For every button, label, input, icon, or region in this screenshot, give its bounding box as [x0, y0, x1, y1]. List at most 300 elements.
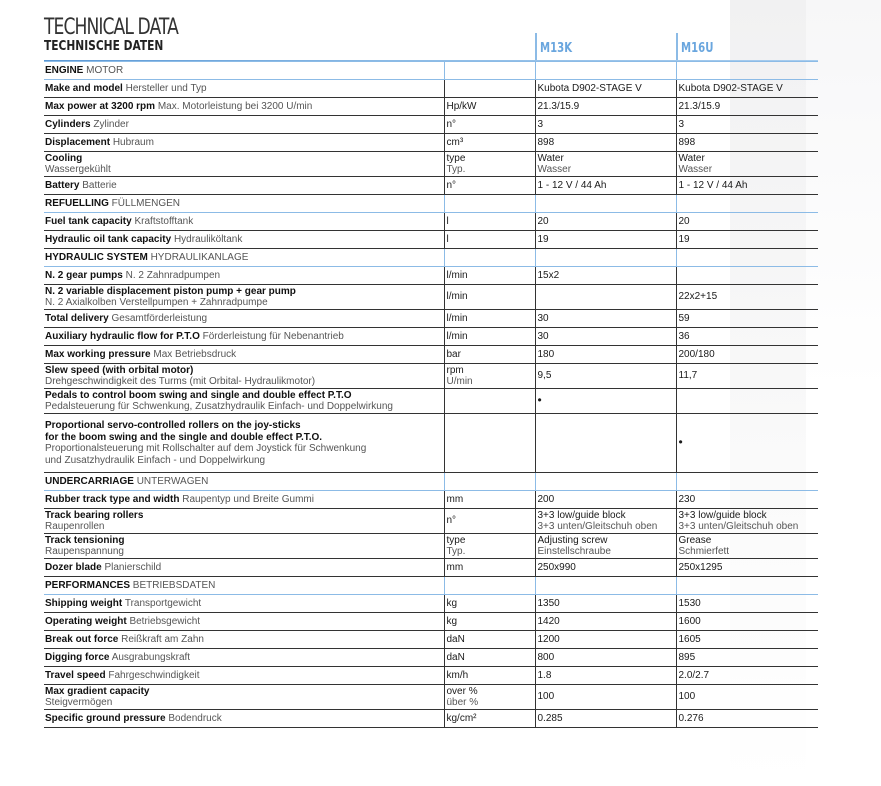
table-row [44, 509, 818, 534]
unit-value: n° [446, 118, 457, 130]
unit-value-de: Typ. [446, 164, 466, 175]
spec-value: Water [678, 152, 705, 164]
table-row [44, 346, 818, 364]
spec-value: 3+3 low/guide block [678, 509, 767, 521]
unit-value: over % [446, 685, 478, 697]
empty-cell [535, 473, 676, 491]
value-cell-m13k [535, 685, 676, 710]
table-row [44, 98, 818, 116]
column-divider [676, 33, 678, 61]
spec-label-en: Total delivery [45, 312, 109, 324]
spec-value: 250x990 [537, 561, 576, 573]
spec-label-cell [44, 328, 444, 346]
spec-value: 19 [678, 233, 690, 245]
spec-value: 20 [678, 215, 690, 227]
spec-label-de: Wassergekühlt [45, 164, 111, 175]
table-row [44, 134, 818, 152]
spec-label-cell [44, 491, 444, 509]
spec-value: 0.276 [678, 712, 704, 724]
spec-value: 30 [537, 330, 549, 342]
section-title-en: REFUELLING [45, 197, 109, 209]
spec-label-de: und Zusatzhydraulik Einfach - und Doppelwirkung [45, 454, 266, 466]
value-cell-m13k [535, 389, 676, 414]
value-cell-m13k [535, 80, 676, 98]
spec-label-cell [44, 213, 444, 231]
value-cell-m16u [676, 267, 818, 285]
unit-cell [444, 414, 535, 473]
spec-value: 1600 [678, 615, 701, 627]
spec-value: Adjusting screw [537, 534, 608, 546]
spec-value: 11,7 [678, 370, 698, 382]
value-cell-m13k [535, 534, 676, 559]
unit-cell [444, 389, 535, 414]
spec-label-cell [44, 267, 444, 285]
spec-label-en: Auxiliary hydraulic flow for P.T.O [45, 330, 200, 342]
unit-value-de: Typ. [446, 546, 466, 557]
unit-cell [444, 267, 535, 285]
empty-cell [676, 62, 818, 80]
spec-label-cell [44, 152, 444, 177]
empty-cell [535, 195, 676, 213]
spec-value: 230 [678, 493, 696, 505]
empty-cell [676, 473, 818, 491]
table-row [44, 389, 818, 414]
spec-label-cell [44, 134, 444, 152]
table-row [44, 231, 818, 249]
value-cell-m16u [676, 389, 818, 414]
table-row [44, 152, 818, 177]
unit-value: Hp/kW [446, 100, 477, 112]
value-cell-m16u [676, 595, 818, 613]
spec-value: 250x1295 [678, 561, 723, 573]
spec-value: 200 [537, 493, 555, 505]
included-bullet-icon: • [537, 393, 542, 408]
unit-cell [444, 509, 535, 534]
unit-cell [444, 346, 535, 364]
spec-value: 9,5 [537, 370, 552, 382]
table-row [44, 414, 818, 473]
value-cell-m16u [676, 134, 818, 152]
table-row [44, 595, 818, 613]
empty-cell [444, 62, 535, 80]
table-row [44, 491, 818, 509]
section-header-row [44, 62, 818, 80]
spec-label-cell [44, 389, 444, 414]
unit-value: kg/cm² [446, 712, 477, 724]
spec-value: 36 [678, 330, 690, 342]
section-title-de: HYDRAULIKANLAGE [150, 251, 249, 263]
table-row [44, 631, 818, 649]
spec-label-en: Operating weight [45, 615, 127, 627]
spec-label-en: Cylinders [45, 118, 91, 130]
value-cell-m16u [676, 177, 818, 195]
spec-label-de: Gesamtförderleistung [111, 312, 208, 324]
spec-label-de: Kraftstofftank [134, 215, 194, 227]
value-cell-m13k [535, 328, 676, 346]
unit-value: kg [446, 615, 458, 627]
spec-label-de: Raupenrollen [45, 521, 105, 532]
table-row [44, 116, 818, 134]
spec-label-de: Ausgrabungskraft [111, 651, 191, 663]
spec-label-en: for the boom swing and the single and double effect P.T.O. [45, 431, 323, 443]
spec-label-en: Cooling [45, 152, 83, 164]
spec-value: 1 - 12 V / 44 Ah [537, 179, 607, 191]
unit-value: mm [446, 493, 464, 505]
value-cell-m16u [676, 613, 818, 631]
table-row [44, 213, 818, 231]
value-cell-m13k [535, 364, 676, 389]
section-title-de: FÜLLMENGEN [111, 197, 181, 209]
spec-label-cell [44, 346, 444, 364]
value-cell-m16u [676, 328, 818, 346]
unit-value: n° [446, 179, 457, 191]
spec-label-en: Break out force [45, 633, 119, 645]
spec-value: 19 [537, 233, 549, 245]
value-cell-m16u [676, 667, 818, 685]
unit-cell [444, 559, 535, 577]
spec-label-cell [44, 509, 444, 534]
section-title-cell [44, 577, 444, 595]
spec-label-en: Battery [45, 179, 80, 191]
spec-value: 800 [537, 651, 555, 663]
unit-value: n° [446, 515, 457, 527]
spec-value: 100 [537, 691, 555, 703]
table-row [44, 310, 818, 328]
spec-label-de: Pedalsteuerung für Schwenkung, Zusatzhydraulik Einfach- und Doppelwirkung [45, 401, 393, 412]
spec-value: 1605 [678, 633, 701, 645]
value-cell-m13k [535, 134, 676, 152]
spec-label-de: Batterie [82, 179, 117, 191]
unit-cell [444, 134, 535, 152]
unit-value: daN [446, 633, 465, 645]
spec-value: 21.3/15.9 [678, 100, 721, 112]
spec-value-de: Einstellschraube [537, 546, 611, 557]
value-cell-m13k [535, 310, 676, 328]
unit-value: type [446, 534, 466, 546]
table-row [44, 534, 818, 559]
unit-cell [444, 685, 535, 710]
spec-label-de: Steigvermögen [45, 697, 113, 708]
spec-label-en: Specific ground pressure [45, 712, 166, 724]
page-title: TECHNICAL DATA [44, 15, 178, 40]
spec-value: Water [537, 152, 564, 164]
unit-cell [444, 364, 535, 389]
value-cell-m13k [535, 177, 676, 195]
table-row [44, 177, 818, 195]
value-cell-m13k [535, 414, 676, 473]
value-cell-m13k [535, 346, 676, 364]
spec-value: 895 [678, 651, 696, 663]
value-cell-m16u [676, 364, 818, 389]
spec-value: 180 [537, 348, 555, 360]
spec-label-de: Drehgeschwindigkeit des Turms (mit Orbital- Hydraulikmotor) [45, 376, 316, 387]
value-cell-m16u [676, 80, 818, 98]
unit-cell [444, 595, 535, 613]
unit-value: kg [446, 597, 458, 609]
spec-label-en: Max gradient capacity [45, 685, 150, 697]
unit-cell [444, 631, 535, 649]
unit-value: l/min [446, 269, 468, 281]
spec-value: 59 [678, 312, 690, 324]
spec-label-de: Reißkraft am Zahn [121, 633, 204, 645]
section-title-de: BETRIEBSDATEN [132, 579, 216, 591]
table-row [44, 285, 818, 310]
spec-label-de: Betriebsgewicht [129, 615, 201, 627]
section-title-de: MOTOR [86, 64, 124, 76]
unit-value: l/min [446, 330, 468, 342]
spec-label-de: Zylinder [93, 118, 129, 130]
value-cell-m16u [676, 213, 818, 231]
spec-value: Kubota D902-STAGE V [678, 82, 783, 94]
table-row [44, 710, 818, 728]
spec-label-en: Dozer blade [45, 561, 102, 573]
unit-value-de: über % [446, 697, 479, 708]
unit-cell [444, 613, 535, 631]
unit-value: bar [446, 348, 461, 360]
empty-cell [676, 195, 818, 213]
spec-value: 898 [537, 136, 555, 148]
spec-value: 1 - 12 V / 44 Ah [678, 179, 748, 191]
spec-label-de: Planierschild [104, 561, 162, 573]
spec-value-de: 3+3 unten/Gleitschuh oben [537, 521, 658, 532]
value-cell-m13k [535, 649, 676, 667]
value-cell-m13k [535, 631, 676, 649]
value-cell-m16u [676, 285, 818, 310]
model-header-m16u: M16U [681, 41, 714, 56]
spec-label-cell [44, 80, 444, 98]
table-row [44, 649, 818, 667]
value-cell-m16u [676, 414, 818, 473]
value-cell-m13k [535, 231, 676, 249]
section-header-row [44, 249, 818, 267]
spec-label-de: Hydrauliköltank [173, 233, 243, 245]
spec-label-cell [44, 649, 444, 667]
spec-label-en: Make and model [45, 82, 123, 94]
unit-cell [444, 177, 535, 195]
value-cell-m13k [535, 213, 676, 231]
value-cell-m16u [676, 491, 818, 509]
value-cell-m16u [676, 649, 818, 667]
unit-cell [444, 152, 535, 177]
section-header-row [44, 577, 818, 595]
spec-label-cell [44, 116, 444, 134]
spec-label-en: N. 2 gear pumps [45, 269, 123, 281]
empty-cell [444, 249, 535, 267]
empty-cell [676, 577, 818, 595]
spec-label-cell [44, 534, 444, 559]
unit-value-de: U/min [446, 376, 473, 387]
value-cell-m16u [676, 685, 818, 710]
unit-value: mm [446, 561, 464, 573]
unit-value: l/min [446, 291, 468, 303]
spec-label-cell [44, 631, 444, 649]
empty-cell [535, 249, 676, 267]
unit-cell [444, 649, 535, 667]
empty-cell [444, 473, 535, 491]
section-header-row [44, 195, 818, 213]
spec-label-en: Shipping weight [45, 597, 123, 609]
unit-value: daN [446, 651, 465, 663]
spec-value-de: Wasser [537, 164, 572, 175]
unit-value: km/h [446, 669, 469, 681]
value-cell-m13k [535, 491, 676, 509]
spec-value: 2.0/2.7 [678, 669, 710, 681]
section-title-cell [44, 473, 444, 491]
spec-label-en: Track bearing rollers [45, 509, 144, 521]
value-cell-m13k [535, 116, 676, 134]
spec-label-de: Proportionalsteuerung mit Rollschalter auf dem Joystick für Schwenkung [45, 443, 367, 454]
value-cell-m13k [535, 152, 676, 177]
value-cell-m16u [676, 509, 818, 534]
spec-label-en: Hydraulic oil tank capacity [45, 233, 172, 245]
spec-value-de: Schmierfett [678, 546, 730, 557]
unit-cell [444, 534, 535, 559]
section-title-en: ENGINE [45, 64, 84, 76]
table-row [44, 667, 818, 685]
unit-cell [444, 116, 535, 134]
value-cell-m13k [535, 613, 676, 631]
spec-value: 3+3 low/guide block [537, 509, 626, 521]
spec-label-cell [44, 559, 444, 577]
section-title-cell [44, 249, 444, 267]
spec-label-en: Max working pressure [45, 348, 151, 360]
spec-label-cell [44, 710, 444, 728]
spec-label-en: Slew speed (with orbital motor) [45, 364, 194, 376]
spec-label-de: Hersteller und Typ [125, 82, 207, 94]
value-cell-m13k [535, 509, 676, 534]
spec-label-cell [44, 177, 444, 195]
empty-cell [535, 577, 676, 595]
unit-cell [444, 328, 535, 346]
unit-cell [444, 80, 535, 98]
spec-value: 3 [678, 118, 685, 130]
section-title-cell [44, 195, 444, 213]
value-cell-m13k [535, 559, 676, 577]
unit-cell [444, 667, 535, 685]
spec-label-cell [44, 414, 444, 473]
spec-label-en: Max power at 3200 rpm [45, 100, 156, 112]
section-title-cell [44, 62, 444, 80]
spec-value: 1350 [537, 597, 560, 609]
value-cell-m16u [676, 346, 818, 364]
unit-cell [444, 491, 535, 509]
spec-value: 200/180 [678, 348, 715, 360]
spec-label-de: Hubraum [112, 136, 154, 148]
value-cell-m13k [535, 667, 676, 685]
spec-label-cell [44, 285, 444, 310]
section-title-en: HYDRAULIC SYSTEM [45, 251, 148, 263]
value-cell-m16u [676, 116, 818, 134]
value-cell-m16u [676, 98, 818, 116]
spec-label-cell [44, 685, 444, 710]
spec-label-cell [44, 613, 444, 631]
unit-value: type [446, 152, 466, 164]
spec-value: 1420 [537, 615, 560, 627]
table-row [44, 364, 818, 389]
page-subtitle: TECHNISCHE DATEN [44, 39, 164, 54]
value-cell-m16u [676, 559, 818, 577]
spec-value: 1530 [678, 597, 701, 609]
model-header-m13k: M13K [540, 41, 573, 56]
spec-value: Grease [678, 534, 712, 546]
value-cell-m13k [535, 595, 676, 613]
spec-value: 0.285 [537, 712, 563, 724]
unit-cell [444, 231, 535, 249]
spec-label-en: Pedals to control boom swing and single and double effect P.T.O [45, 389, 352, 401]
empty-cell [535, 62, 676, 80]
unit-value: rpm [446, 364, 464, 376]
unit-cell [444, 213, 535, 231]
spec-value: 3 [537, 118, 544, 130]
empty-cell [444, 195, 535, 213]
table-row [44, 613, 818, 631]
unit-value: l [446, 215, 449, 227]
table-row [44, 685, 818, 710]
value-cell-m16u [676, 231, 818, 249]
spec-label-de: Max. Motorleistung bei 3200 U/min [157, 100, 313, 112]
spec-value: 1200 [537, 633, 560, 645]
spec-value-de: Wasser [678, 164, 713, 175]
unit-cell [444, 710, 535, 728]
spec-label-de: Raupentyp und Breite Gummi [182, 493, 314, 505]
value-cell-m16u [676, 310, 818, 328]
spec-table [44, 61, 818, 728]
spec-label-cell [44, 231, 444, 249]
table-row [44, 267, 818, 285]
section-title-de: UNTERWAGEN [136, 475, 209, 487]
spec-label-cell [44, 667, 444, 685]
spec-value: 30 [537, 312, 549, 324]
spec-label-en: Displacement [45, 136, 111, 148]
value-cell-m16u [676, 631, 818, 649]
spec-value: Kubota D902-STAGE V [537, 82, 642, 94]
spec-label-cell [44, 364, 444, 389]
table-row [44, 328, 818, 346]
spec-value: 22x2+15 [678, 291, 718, 303]
unit-value: cm³ [446, 136, 464, 148]
spec-label-en: Fuel tank capacity [45, 215, 132, 227]
spec-value: 1.8 [537, 669, 552, 681]
spec-value-de: 3+3 unten/Gleitschuh oben [678, 521, 799, 532]
included-bullet-icon: • [678, 435, 683, 450]
spec-label-cell [44, 98, 444, 116]
column-divider [535, 33, 537, 61]
empty-cell [676, 249, 818, 267]
unit-cell [444, 98, 535, 116]
unit-cell [444, 285, 535, 310]
unit-value: l [446, 233, 449, 245]
spec-label-cell [44, 310, 444, 328]
value-cell-m13k [535, 710, 676, 728]
spec-label-de: Raupenspannung [45, 546, 124, 557]
spec-label-en: Digging force [45, 651, 110, 663]
spec-label-de: N. 2 Axialkolben Verstellpumpen + Zahnradpumpe [45, 297, 268, 308]
spec-label-de: Transportgewicht [124, 597, 202, 609]
value-cell-m16u [676, 710, 818, 728]
spec-label-en: Travel speed [45, 669, 106, 681]
spec-label-en: Proportional servo-controlled rollers on the joy-sticks [45, 420, 301, 431]
spec-label-en: Rubber track type and width [45, 493, 180, 505]
value-cell-m16u [676, 152, 818, 177]
spec-label-en: N. 2 variable displacement piston pump + gear pump [45, 285, 296, 297]
spec-value: 20 [537, 215, 549, 227]
table-row [44, 80, 818, 98]
spec-value: 100 [678, 691, 696, 703]
spec-label-de: Förderleistung für Nebenantrieb [202, 330, 344, 342]
section-title-en: UNDERCARRIAGE [45, 475, 134, 487]
table-row [44, 559, 818, 577]
value-cell-m13k [535, 98, 676, 116]
